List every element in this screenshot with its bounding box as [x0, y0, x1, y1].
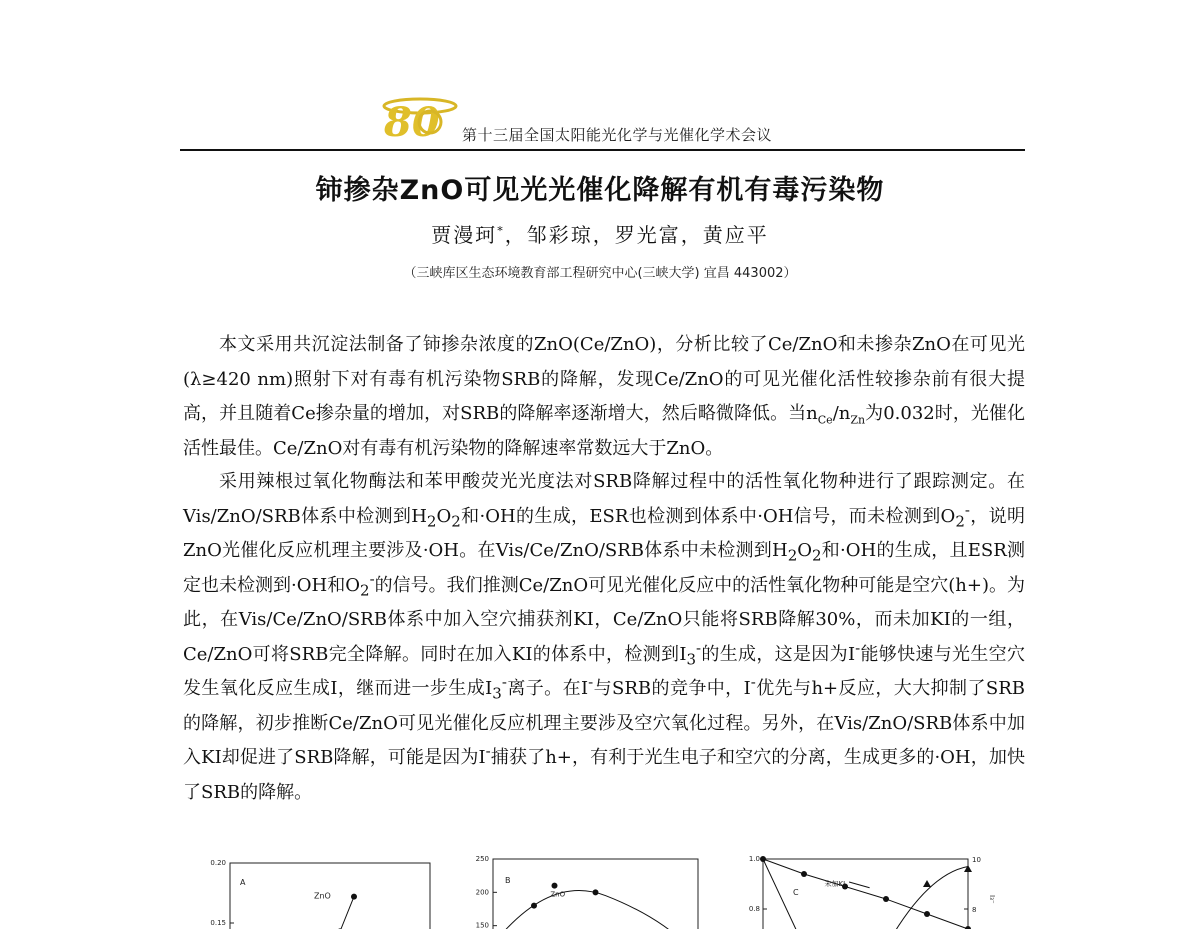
- p2-sub: 3: [686, 650, 696, 668]
- p2-sub: 2: [812, 547, 822, 565]
- author-first: 贾漫珂: [431, 223, 497, 247]
- p2-text-j: 离子。在I: [507, 678, 588, 699]
- p1-text-b: /n: [833, 403, 851, 424]
- p2-text-i: 能够快速与光生空穴发生氧化反应生成I，继而进一步生成I: [183, 644, 1025, 700]
- p2-sub: 2: [451, 512, 461, 530]
- p2-text-f: 和·OH的生成，且ESR测定也未检测到·OH和O: [183, 540, 1025, 596]
- chart-c-y2tick-label: 8: [972, 906, 976, 914]
- p2-sup: -: [588, 673, 593, 691]
- affiliation: （三峡库区生态环境教育部工程研究中心(三峡大学) 宜昌 443002）: [0, 262, 1200, 281]
- header-divider: [180, 149, 1025, 151]
- chart-a-panel-label: A: [240, 878, 246, 887]
- chart-c-series-pointer: [849, 882, 870, 888]
- chart-b-ytick-label: 250: [476, 855, 489, 863]
- p2-text-l: 优先与h+反应，大大抑制了SRB的降解，初步推断Ce/ZnO可见光催化反应机理主要涉及空穴氧化过程。另外，在Vis/ZnO/SRB体系中加入KI却促进了SRB降解，可能是因为I: [183, 678, 1025, 768]
- p2-sub: 2: [427, 512, 437, 530]
- chart-c-panel-label: C: [793, 888, 799, 897]
- p2-sup: -: [696, 639, 701, 657]
- chart-b-panel-label: B: [505, 876, 511, 885]
- p2-text-d: ，说明ZnO光催化反应机理主要涉及·OH。在Vis/Ce/ZnO/SRB体系中未检测到H: [183, 506, 1025, 562]
- p2-text-b: O: [436, 506, 451, 527]
- figure-a: [200, 855, 440, 925]
- p1-text-a: 本文采用共沉淀法制备了铈掺杂浓度的ZnO(Ce/ZnO)，分析比较了Ce/ZnO和未掺杂ZnO在可见光(λ≥420 nm)照射下对有毒有机污染物SRB的降解，发现Ce/ZnO的可见光催化活性较掺杂前有很大提高，并且随着Ce掺杂量的增加，对SRB的降解率逐渐增大，然后略微降低。当n: [183, 334, 1025, 424]
- corresponding-mark: *: [497, 224, 505, 237]
- paragraph-1: [183, 328, 1025, 466]
- p2-text-c: 和·OH的生成，ESR也检测到体系中·OH信号，而未检测到O: [461, 506, 956, 527]
- p2-sup: -: [855, 639, 860, 657]
- chart-c-y2tick-label: 10: [972, 856, 981, 864]
- paper-title: 铈掺杂ZnO可见光光催化降解有机有毒污染物: [0, 168, 1200, 207]
- p2-sub: 3: [492, 685, 502, 703]
- p2-text-k: 与SRB的竞争中，I: [593, 678, 751, 699]
- p1-sub-ce: Ce: [818, 414, 833, 427]
- chart-b-ytick-label: 200: [476, 888, 489, 896]
- logo-text: 80: [383, 99, 440, 144]
- p2-sup: -: [502, 673, 507, 691]
- chart-c-ytick-label: 0.8: [749, 905, 760, 913]
- p2-sup: -: [965, 501, 970, 519]
- p2-sub: 2: [955, 512, 965, 530]
- conference-logo: [378, 92, 458, 144]
- p1-text-c: 为0.032时，光催化活性最佳。Ce/ZnO对有毒有机污染物的降解速率常数远大于ZnO。: [183, 403, 1025, 459]
- chart-c-series3-point: [964, 865, 972, 872]
- p2-sup: -: [370, 570, 375, 588]
- chart-a-point: [351, 894, 357, 900]
- p2-text-a: 采用辣根过氧化物酶法和苯甲酸荧光光度法对SRB降解过程中的活性氧化物种进行了跟踪测定。在Vis/ZnO/SRB体系中检测到H: [183, 471, 1025, 527]
- chart-c-y2-axis-label: I₃⁻: [988, 895, 996, 904]
- p2-text-g: 的信号。我们推测Ce/ZnO可见光催化反应中的活性氧化物种可能是空穴(h+)。为此，在Vis/Ce/ZnO/SRB体系中加入空穴捕获剂KI，Ce/ZnO只能将SRB降解30%，而未加KI的一组，Ce/ZnO可将SRB完全降解。同时在加入KI的体系中，检测到I: [183, 575, 1025, 665]
- paragraph-2: [183, 465, 1025, 810]
- chart-b-series-label: ZnO: [550, 890, 565, 898]
- figure-b: [465, 855, 705, 925]
- chart-a: [200, 855, 440, 925]
- chart-b-ytick-label: 150: [476, 922, 489, 929]
- p2-sub: 2: [360, 581, 370, 599]
- chart-c: [745, 855, 1005, 925]
- p1-sub-zn: Zn: [850, 414, 865, 427]
- p2-text-e: O: [797, 540, 812, 561]
- author-list: [0, 219, 1200, 248]
- chart-c-series3-point: [923, 880, 931, 887]
- chart-c-ytick-label: 1.0: [749, 855, 760, 863]
- p2-sup: -: [751, 673, 756, 691]
- chart-a-series-line: [310, 897, 354, 929]
- p2-sub: 2: [788, 547, 798, 565]
- chart-a-series-label: ZnO: [314, 892, 331, 901]
- figure-c: [745, 855, 1005, 925]
- chart-b-series-line: [503, 890, 688, 929]
- conference-name: 第十三届全国太阳能光化学与光催化学术会议: [462, 124, 772, 145]
- chart-b: [465, 855, 705, 925]
- p2-text-m: 捕获了h+，有利于光生电子和空穴的分离，生成更多的·OH，加快了SRB的降解。: [183, 747, 1025, 803]
- chart-c-series-label: 未加KI: [825, 879, 846, 888]
- chart-a-ytick-label: 0.20: [210, 859, 226, 867]
- author-rest: ，邹彩琼，罗光富，黄应平: [505, 223, 769, 247]
- p2-sup: -: [486, 742, 491, 760]
- chart-a-ytick-label: 0.15: [210, 919, 226, 927]
- p2-text-h: 的生成，这是因为I: [701, 644, 855, 665]
- logo-80-icon: [378, 92, 458, 144]
- chart-b-point: [552, 883, 558, 889]
